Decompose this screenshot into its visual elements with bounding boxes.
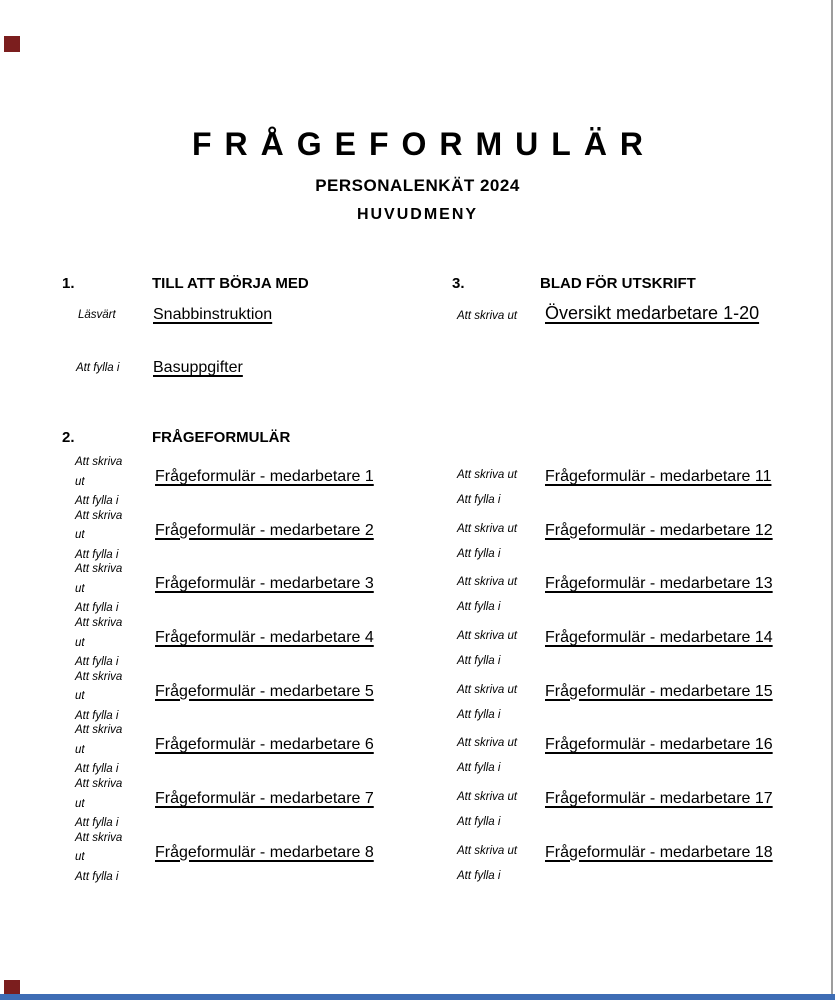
row-label-line: Att fylla i xyxy=(75,656,119,669)
row-labels xyxy=(457,839,517,889)
row-label-line: Att skriva ut xyxy=(457,844,518,857)
form-row xyxy=(75,828,445,882)
form-link[interactable]: Frågeformulär - medarbetare 1 xyxy=(155,468,374,485)
form-row xyxy=(457,613,832,667)
form-link[interactable]: Frågeformulär - medarbetare 3 xyxy=(155,575,374,593)
form-row xyxy=(75,667,445,721)
section-1-title: TILL ATT BÖRJA MED xyxy=(152,275,309,292)
section-3-number: 3. xyxy=(452,275,465,292)
row-label-line: Att fylla i xyxy=(457,869,501,882)
form-link[interactable]: Frågeformulär - medarbetare 11 xyxy=(545,468,772,485)
row-label-line: Att skriva xyxy=(75,778,123,791)
form-row xyxy=(457,828,832,882)
row-label-line: Att skriva ut xyxy=(457,522,518,535)
row-label-line: Att fylla i xyxy=(75,495,119,507)
row-label-line: Att fylla i xyxy=(75,870,119,883)
row-label-line: ut xyxy=(75,529,85,542)
row-label-line: Att fylla i xyxy=(75,548,119,561)
form-link[interactable]: Frågeformulär - medarbetare 6 xyxy=(155,736,374,754)
section-2-title: FRÅGEFORMULÄR xyxy=(152,429,291,446)
row-label-line: Att skriva ut xyxy=(457,791,518,804)
section-3-title: BLAD FÖR UTSKRIFT xyxy=(540,275,696,292)
row-label-line: Att fylla i xyxy=(457,762,501,775)
row-label-line: Att fylla i xyxy=(75,817,119,830)
row-labels xyxy=(75,668,122,727)
form-link[interactable]: Frågeformulär - medarbetare 8 xyxy=(155,843,374,861)
row-label-line: Att skriva xyxy=(75,670,123,683)
row-label-line: Att skriva xyxy=(75,563,123,576)
top-left-marker xyxy=(4,36,20,52)
form-link[interactable]: Frågeformulär - medarbetare 14 xyxy=(545,629,773,647)
row-label-line: ut xyxy=(75,475,85,488)
form-link[interactable]: Frågeformulär - medarbetare 16 xyxy=(545,736,773,754)
row-label-line: Att fylla i xyxy=(75,763,119,776)
form-row xyxy=(457,667,832,721)
row-label-line: Att skriva ut xyxy=(457,683,518,696)
form-row xyxy=(75,613,445,667)
row-label-line: Att skriva ut xyxy=(457,737,518,750)
row-label-line: Att skriva xyxy=(75,456,123,468)
row-label-line: Att skriva ut xyxy=(457,630,518,643)
form-link[interactable]: Frågeformulär - medarbetare 4 xyxy=(155,629,374,647)
main-menu-label: HUVUDMENY xyxy=(356,206,479,223)
page-title: FRÅGEFORMULÄR xyxy=(191,126,657,162)
form-row xyxy=(457,559,832,613)
row-labels xyxy=(75,775,122,834)
row-label-line: Att skriva ut xyxy=(457,576,518,589)
form-row xyxy=(457,452,832,506)
form-link[interactable]: Frågeformulär - medarbetare 13 xyxy=(545,575,773,593)
form-row xyxy=(457,506,832,560)
form-row xyxy=(75,774,445,828)
form-row xyxy=(457,774,832,828)
row-label-line: Att fylla i xyxy=(75,602,119,615)
row-label-line: Att fylla i xyxy=(457,547,501,560)
forms-column-left xyxy=(75,452,445,882)
row-label-line: ut xyxy=(75,851,85,864)
row-label-line: Att fylla i xyxy=(457,655,501,668)
row-label-line: Att skriva xyxy=(75,831,123,844)
row-labels xyxy=(75,614,122,673)
forms-column-right xyxy=(457,452,832,882)
row-label-line: Att fylla i xyxy=(75,709,119,722)
form-link[interactable]: Frågeformulär - medarbetare 5 xyxy=(155,682,374,700)
page-subtitle: PERSONALENKÄT 2024 xyxy=(315,176,520,195)
row-label-line: Att skriva xyxy=(75,617,123,630)
item-label: Att skriva ut xyxy=(457,310,518,322)
row-labels xyxy=(75,560,122,619)
form-row xyxy=(75,506,445,560)
row-label-line: ut xyxy=(75,690,85,703)
row-label-line: Att fylla i xyxy=(457,816,501,829)
section-1-number: 1. xyxy=(62,275,75,292)
row-label-line: Att fylla i xyxy=(457,601,501,614)
item-label: Att fylla i xyxy=(76,362,120,374)
row-labels xyxy=(75,721,122,780)
row-label-line: ut xyxy=(75,743,85,756)
form-link[interactable]: Frågeformulär - medarbetare 12 xyxy=(545,521,773,539)
row-label-line: Att skriva xyxy=(75,509,123,522)
form-link[interactable]: Frågeformulär - medarbetare 15 xyxy=(545,682,773,700)
row-label-line: Att fylla i xyxy=(457,494,501,506)
form-link[interactable]: Frågeformulär - medarbetare 2 xyxy=(155,521,374,539)
form-link[interactable]: Frågeformulär - medarbetare 18 xyxy=(545,843,773,861)
form-link[interactable]: Frågeformulär - medarbetare 7 xyxy=(155,790,374,808)
form-row xyxy=(75,559,445,613)
form-row xyxy=(75,720,445,774)
row-label-line: Att skriva xyxy=(75,724,123,737)
row-label-line: Att skriva ut xyxy=(457,469,518,481)
row-labels xyxy=(75,507,122,566)
form-row xyxy=(75,452,445,506)
row-labels xyxy=(75,829,122,888)
row-label-line: ut xyxy=(75,636,85,649)
form-row xyxy=(457,720,832,774)
section-2-number: 2. xyxy=(62,429,75,446)
basuppgifter-link[interactable]: Basuppgifter xyxy=(153,359,243,376)
item-label: Läsvärt xyxy=(78,309,116,321)
row-label-line: ut xyxy=(75,582,85,595)
row-labels xyxy=(75,453,122,512)
bottom-bar xyxy=(0,994,835,1000)
row-label-line: ut xyxy=(75,797,85,810)
snabbinstruktion-link[interactable]: Snabbinstruktion xyxy=(153,306,273,323)
form-link[interactable]: Frågeformulär - medarbetare 17 xyxy=(545,790,773,808)
oversikt-link[interactable]: Översikt medarbetare 1-20 xyxy=(545,303,760,323)
row-label-line: Att fylla i xyxy=(457,708,501,721)
